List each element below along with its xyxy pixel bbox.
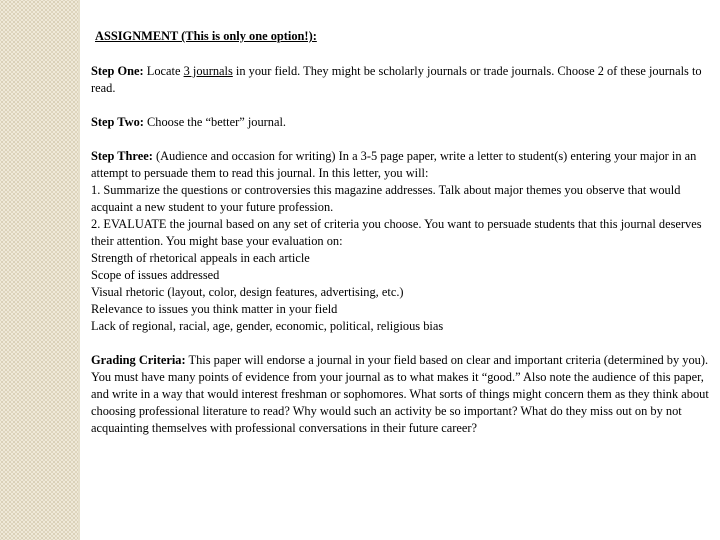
- criteria-item: Visual rhetoric (layout, color, design features, advertising, etc.): [91, 285, 404, 299]
- step-three-intro: (Audience and occasion for writing) In a 3-5 page paper, write a letter to student(s) entering your major in an attempt to persuade them to read this journal. In this letter, you will:: [91, 149, 697, 180]
- step-one-text-after: in your field. They might be scholarly journals or trade journals. Choose 2 of these journals to read.: [91, 64, 702, 95]
- criteria-item: Relevance to issues you think matter in your field: [91, 302, 338, 316]
- step-one-underlined-text: 3 journals: [183, 64, 233, 78]
- step-one-text-before: Locate: [146, 64, 184, 78]
- step-three-heading: Step Three:: [91, 149, 153, 163]
- assignment-title: ASSIGNMENT (This is only one option!):: [95, 29, 317, 43]
- step-three-intro-line: [91, 148, 716, 182]
- step-one-heading: Step One:: [91, 64, 144, 78]
- criteria-item: Lack of regional, racial, age, gender, economic, political, religious bias: [91, 319, 444, 333]
- step-two-paragraph: [91, 114, 716, 131]
- grading-criteria-heading: Grading Criteria:: [91, 353, 186, 367]
- step-two-heading: Step Two:: [91, 115, 144, 129]
- grading-criteria-paragraph: [91, 352, 716, 437]
- decorative-side-strip: [0, 0, 78, 540]
- step-three-item-2: 2. EVALUATE the journal based on any set of criteria you choose. You want to persuade students that this journal deserves their attention. You might base your evaluation on:: [91, 217, 702, 248]
- step-one-paragraph: [91, 63, 716, 97]
- grading-criteria-text: This paper will endorse a journal in your field based on clear and important criteria (determined by you). You must have many points of evidence from your journal as to what makes it “good.” Also note the audience of this paper, and write in a way that would interest freshman or sophomores. What sorts of things might concern them as they think about choosing professional literature to read? Why would such an activity be so important? What do they miss out on by not acquainting themselves with professional conversations in their future career?: [91, 353, 709, 435]
- side-strip-edge: [78, 0, 80, 540]
- step-three-section: [91, 148, 716, 335]
- criteria-item: Scope of issues addressed: [91, 268, 220, 282]
- step-three-item-1: 1. Summarize the questions or controversies this magazine addresses. Talk about major themes you observe that would acquaint a new student to your future profession.: [91, 183, 681, 214]
- assignment-document: [91, 28, 716, 454]
- criteria-item: Strength of rhetorical appeals in each article: [91, 251, 310, 265]
- step-two-text: Choose the “better” journal.: [147, 115, 287, 129]
